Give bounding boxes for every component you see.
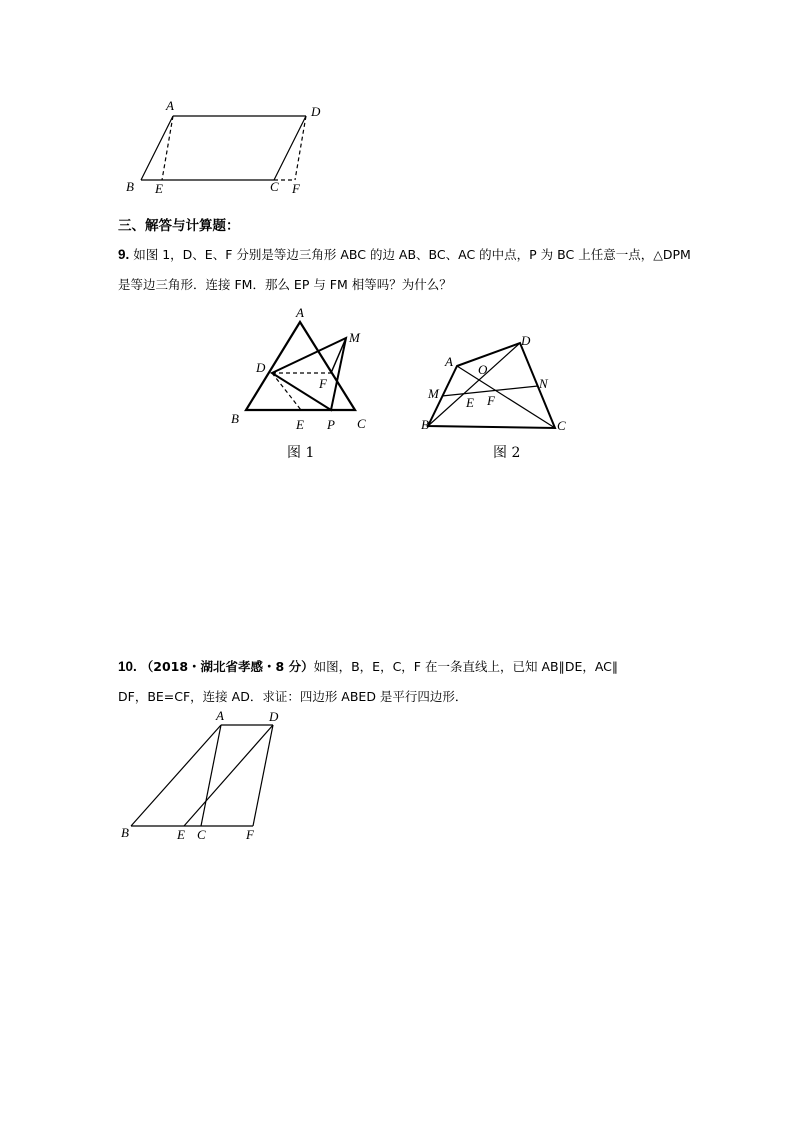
segment-DF-dashed <box>295 116 306 180</box>
label-A: A <box>296 305 304 320</box>
figure-2 <box>415 330 575 465</box>
figure-q10 <box>115 705 285 845</box>
figure-1-caption: 图 1 <box>287 445 315 461</box>
segment-AC <box>201 725 221 826</box>
label-B: B <box>421 417 429 432</box>
segment-BD <box>428 343 520 426</box>
label-F: F <box>487 393 495 408</box>
question-9-text-line1: 如图 1，D、E、F 分别是等边三角形 ABC 的边 AB、BC、AC 的中点，P 为 BC 上任意一点，△DPM <box>133 247 691 262</box>
label-B: B <box>231 411 239 426</box>
segment-DF <box>253 725 273 826</box>
label-E: E <box>155 181 163 196</box>
label-F: F <box>246 827 254 842</box>
label-D: D <box>311 104 321 119</box>
figure-2-caption: 图 2 <box>493 445 521 461</box>
section-title: 三、解答与计算题： <box>118 218 240 234</box>
label-B: B <box>126 179 134 194</box>
label-E: E <box>466 395 474 410</box>
question-10-source: （2018・湖北省孝感・8 分） <box>140 659 314 674</box>
question-10-text-line1: 如图，B，E，C，F 在一条直线上，已知 AB∥DE，AC∥ <box>313 659 619 674</box>
label-F: F <box>319 376 327 391</box>
question-9-text-line2: 是等边三角形．连接 FM．那么 EP 与 FM 相等吗？为什么？ <box>118 277 452 292</box>
segment-DE-dashed <box>272 373 301 410</box>
label-E: E <box>296 417 304 432</box>
label-D: D <box>269 709 279 724</box>
segment-AE-dashed <box>162 116 173 180</box>
question-9-line1 <box>118 240 698 270</box>
label-C: C <box>557 418 566 433</box>
segment-CD <box>274 116 306 180</box>
label-F: F <box>292 181 300 196</box>
segment-AB <box>141 116 173 180</box>
label-P: P <box>327 417 335 432</box>
label-M: M <box>428 386 439 401</box>
question-9-number: 9. <box>118 247 130 262</box>
label-C: C <box>270 179 279 194</box>
label-B: B <box>121 825 129 840</box>
question-9 <box>118 240 698 300</box>
label-A: A <box>166 98 174 113</box>
label-D: D <box>256 360 266 375</box>
label-A: A <box>216 708 224 723</box>
question-10-line1 <box>118 652 698 682</box>
label-M: M <box>349 330 360 345</box>
label-C: C <box>357 416 366 431</box>
question-10-number: 10. <box>118 659 137 674</box>
label-E: E <box>177 827 185 842</box>
parallelogram-figure-top <box>110 95 350 205</box>
label-C: C <box>197 827 206 842</box>
segment-DE <box>184 725 273 826</box>
label-D: D <box>521 333 531 348</box>
question-10 <box>118 652 698 712</box>
label-N: N <box>539 376 548 391</box>
segment-AB <box>131 725 221 826</box>
label-A: A <box>445 354 453 369</box>
figure-1 <box>225 300 375 465</box>
label-O: O <box>478 362 488 377</box>
question-10-text-line2: DF，BE=CF，连接 AD．求证：四边形 ABED 是平行四边形． <box>118 689 468 704</box>
